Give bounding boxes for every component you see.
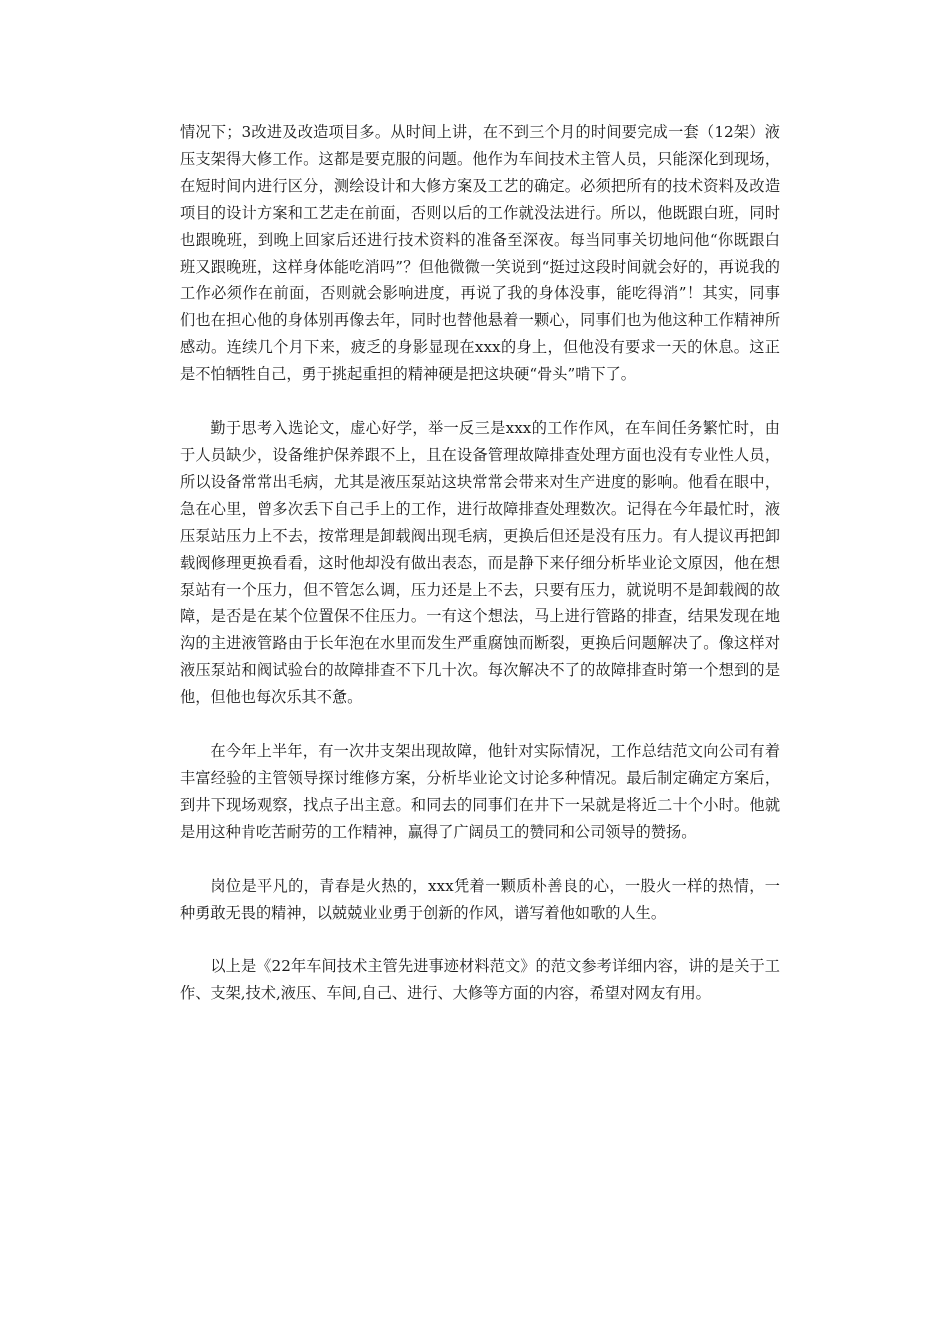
paragraph-closing-note: 以上是《22年车间技术主管先进事迹材料范文》的范文参考详细内容，讲的是关于工作、支架,技术,液压、车间,自己、进行、大修等方面的内容，希望对网友有用。 (180, 957, 780, 1003)
paragraph-continuation: 情况下；3改进及改造项目多。从时间上讲，在不到三个月的时间要完成一套（12架）液压支架得大修工作。这都是要克服的问题。他作为车间技术主管人员，只能深化到现场，在短时间内进行区分，测绘设计和大修方案及工艺的确定。必须把所有的技术资料及改造项目的设计方案和工艺走在前面，否则以后的工作就没法进行。所以，他既跟白班，同时也跟晚班，到晚上回家后还进行技术资料的准备至深夜。每当同事关切地问他“你既跟白班又跟晚班，这样身体能吃消吗”？但他微微一笑说到“挺过这段时间就会好的，再说我的工作必须作在前面，否则就会影响进度，再说了我的身体没事，能吃得消”！其实，同事们也在担心他的身体别再像去年，同时也替他悬着一颗心，同事们也为他这种工作精神所感动。连续几个月下来，疲乏的身影显现在xxx的身上，但他没有要求一天的休息。这正是不怕牺牲自己，勇于挑起重担的精神硬是把这块硬“骨头”啃下了。 (180, 123, 780, 384)
article-body (180, 119, 780, 1007)
paragraph-underground-repair: 在今年上半年，有一次井支架出现故障，他针对实际情况，工作总结范文向公司有着丰富经验的主管领导探讨维修方案，分析毕业论文讨论多种情况。最后制定确定方案后，到井下现场观察，找点子出主意。和同去的同事们在井下一呆就是将近二十个小时。他就是用这种肯吃苦耐劳的工作精神，赢得了广阔员工的赞同和公司领导的赞扬。 (180, 742, 780, 841)
paragraph-troubleshooting: 勤于思考入选论文，虚心好学，举一反三是xxx的工作作风，在车间任务繁忙时，由于人员缺少，设备维护保养跟不上，且在设备管理故障排查处理方面也没有专业性人员，所以设备常常出毛病，尤其是液压泵站这块常常会带来对生产进度的影响。他看在眼中，急在心里，曾多次丢下自己手上的工作，进行故障排查处理数次。记得在今年最忙时，液压泵站压力上不去，按常理是卸载阀出现毛病，更换后但还是没有压力。有人提议再把卸载阀修理更换看看，这时他却没有做出表态，而是静下来仔细分析毕业论文原因，他在想泵站有一个压力，但不管怎么调，压力还是上不去，只要有压力，就说明不是卸载阀的故障，是否是在某个位置保不住压力。一有这个想法，马上进行管路的排查，结果发现在地沟的主进液管路由于长年泡在水里而发生严重腐蚀而断裂，更换后问题解决了。像这样对液压泵站和阀试验台的故障排查不下几十次。每次解决不了的故障排查时第一个想到的是他，但他也每次乐其不惫。 (180, 419, 780, 707)
paragraph-summary: 岗位是平凡的，青春是火热的，xxx凭着一颗质朴善良的心，一股火一样的热情，一种勇敢无畏的精神，以兢兢业业勇于创新的作风，谱写着他如歌的人生。 (180, 876, 780, 922)
